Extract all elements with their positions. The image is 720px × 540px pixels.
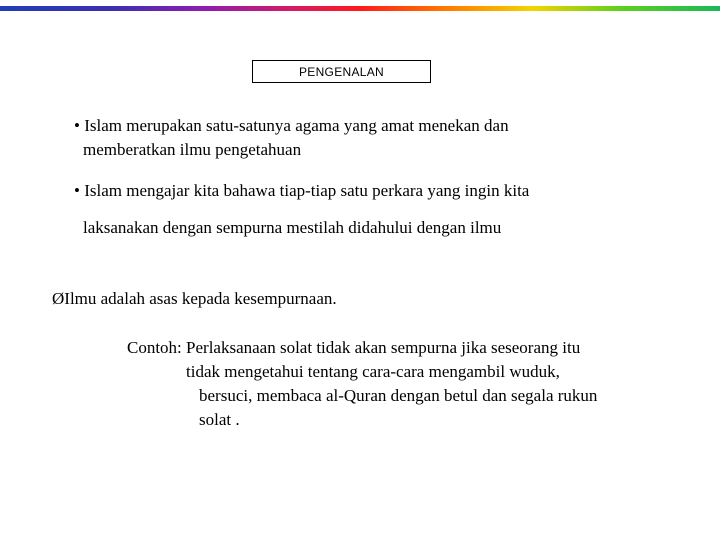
arrow-point [52,288,337,309]
rainbow-header-bar [0,6,720,11]
bullet-1-line-1 [74,115,509,136]
bullet-2-line-1 [74,180,529,201]
bullet-2-text: Islam mengajar kita bahawa tiap-tiap satu perkara yang ingin kita [84,181,530,200]
arrow-point-text: Ilmu adalah asas kepada kesempurnaan. [64,289,337,308]
example-line-2: tidak mengetahui tentang cara-cara mengambil wuduk, [186,362,560,381]
example-line-4: solat . [199,410,240,429]
example-line-1: Contoh: Perlaksanaan solat tidak akan sempurna jika seseorang itu [127,338,581,357]
bullet-dot-icon: • [74,181,80,200]
bullet-1-line-2: memberatkan ilmu pengetahuan [83,140,302,159]
bullet-2-line-2: laksanakan dengan sempurna mestilah didahului dengan ilmu [83,218,502,237]
bullet-1-text: Islam merupakan satu-satunya agama yang amat menekan dan [84,116,509,135]
example-line-3: bersuci, membaca al-Quran dengan betul dan segala rukun [199,386,598,405]
bullet-dot-icon: • [74,116,80,135]
slide-title [252,60,431,83]
arrow-bullet-icon: Ø [52,289,65,308]
slide-title-text: PENGENALAN [298,64,385,79]
